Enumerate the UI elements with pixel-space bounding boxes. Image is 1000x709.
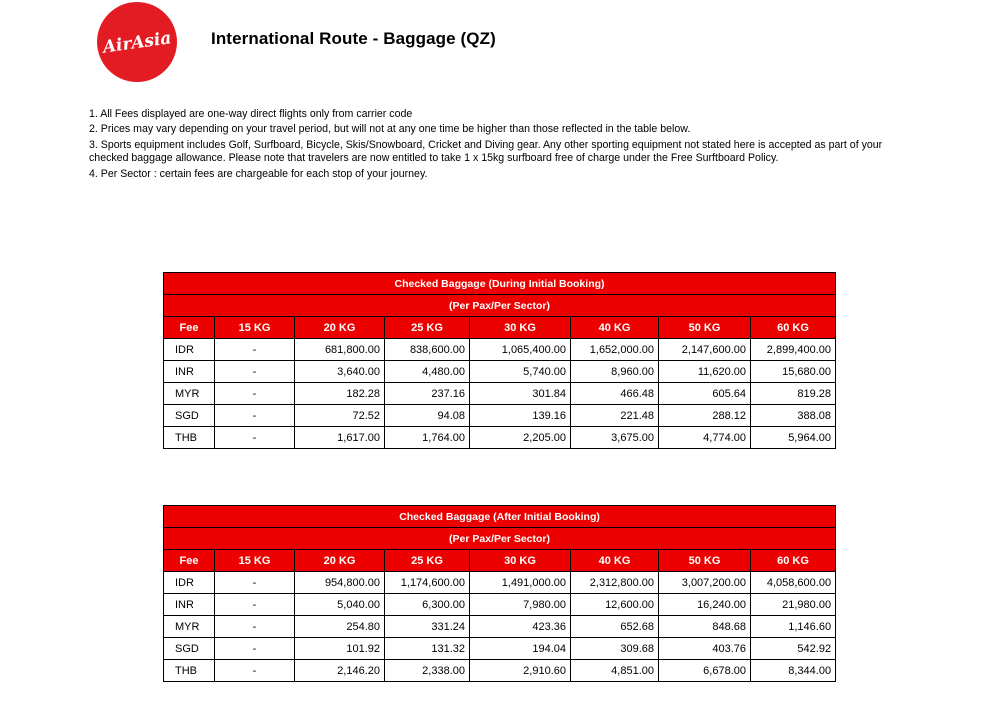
- column-header-20kg: 20 KG: [295, 550, 385, 572]
- fee-cell: 6,300.00: [385, 594, 470, 616]
- fee-cell: 7,980.00: [470, 594, 571, 616]
- fee-cell: 838,600.00: [385, 339, 470, 361]
- fee-cell: 1,065,400.00: [470, 339, 571, 361]
- fee-cell: 237.16: [385, 383, 470, 405]
- airasia-logo: [97, 2, 177, 82]
- table-row: [164, 572, 836, 594]
- column-header-row: [164, 317, 836, 339]
- fee-cell: 2,146.20: [295, 660, 385, 682]
- fee-cell: 254.80: [295, 616, 385, 638]
- fee-cell: 3,640.00: [295, 361, 385, 383]
- fee-cell: 6,678.00: [659, 660, 751, 682]
- fee-cell: 4,058,600.00: [751, 572, 836, 594]
- table-title: Checked Baggage (During Initial Booking): [164, 273, 836, 295]
- note-4: 4. Per Sector : certain fees are chargeable for each stop of your journey.: [89, 167, 428, 180]
- currency-cell: MYR: [164, 616, 215, 638]
- table-row: [164, 638, 836, 660]
- table-subtitle: (Per Pax/Per Sector): [164, 528, 836, 550]
- fee-cell: 2,899,400.00: [751, 339, 836, 361]
- airasia-logo-mark: [97, 2, 177, 82]
- baggage-table-after: [163, 505, 836, 682]
- fee-cell: -: [215, 572, 295, 594]
- fee-cell: 848.68: [659, 616, 751, 638]
- currency-cell: SGD: [164, 638, 215, 660]
- fee-cell: 4,480.00: [385, 361, 470, 383]
- fee-cell: 131.32: [385, 638, 470, 660]
- fee-cell: 819.28: [751, 383, 836, 405]
- fee-cell: -: [215, 405, 295, 427]
- fee-cell: -: [215, 383, 295, 405]
- note-3: 3. Sports equipment includes Golf, Surfboard, Bicycle, Skis/Snowboard, Cricket and Diving gear. Any other sporting equipment not stated here is accepted as part of your checked baggage allowance. Please note that travelers are now entitled to take 1 x 15kg surfboard free of charge under the Free Surftboard Policy.: [89, 138, 883, 165]
- fee-cell: 331.24: [385, 616, 470, 638]
- note-1: 1. All Fees displayed are one-way direct flights only from carrier code: [89, 108, 413, 120]
- fee-cell: 3,675.00: [571, 427, 659, 449]
- fee-cell: 139.16: [470, 405, 571, 427]
- currency-cell: IDR: [164, 572, 215, 594]
- fee-cell: -: [215, 339, 295, 361]
- fee-cell: -: [215, 594, 295, 616]
- column-header-fee: Fee: [164, 317, 215, 339]
- fee-cell: 2,147,600.00: [659, 339, 751, 361]
- fee-cell: 309.68: [571, 638, 659, 660]
- column-header-30kg: 30 KG: [470, 550, 571, 572]
- currency-cell: THB: [164, 660, 215, 682]
- fee-cell: 72.52: [295, 405, 385, 427]
- fee-cell: 5,740.00: [470, 361, 571, 383]
- table-row: [164, 383, 836, 405]
- fee-cell: 1,174,600.00: [385, 572, 470, 594]
- table-row: [164, 339, 836, 361]
- column-header-fee: Fee: [164, 550, 215, 572]
- column-header-40kg: 40 KG: [571, 550, 659, 572]
- table-row: [164, 594, 836, 616]
- fee-cell: 3,007,200.00: [659, 572, 751, 594]
- table-row: [164, 405, 836, 427]
- column-header-25kg: 25 KG: [385, 317, 470, 339]
- currency-cell: SGD: [164, 405, 215, 427]
- column-header-50kg: 50 KG: [659, 550, 751, 572]
- fee-cell: 21,980.00: [751, 594, 836, 616]
- fee-cell: 403.76: [659, 638, 751, 660]
- fee-cell: -: [215, 361, 295, 383]
- fee-cell: 221.48: [571, 405, 659, 427]
- page-title: International Route - Baggage (QZ): [211, 29, 496, 48]
- fee-cell: 288.12: [659, 405, 751, 427]
- fee-cell: 8,960.00: [571, 361, 659, 383]
- fee-cell: 182.28: [295, 383, 385, 405]
- fee-cell: 301.84: [470, 383, 571, 405]
- column-header-60kg: 60 KG: [751, 550, 836, 572]
- fee-cell: 12,600.00: [571, 594, 659, 616]
- notes-list: [89, 108, 909, 183]
- fee-cell: 8,344.00: [751, 660, 836, 682]
- fee-cell: 15,680.00: [751, 361, 836, 383]
- column-header-25kg: 25 KG: [385, 550, 470, 572]
- fee-cell: 1,146.60: [751, 616, 836, 638]
- fee-cell: -: [215, 638, 295, 660]
- fee-cell: 5,040.00: [295, 594, 385, 616]
- table-title: Checked Baggage (After Initial Booking): [164, 506, 836, 528]
- fee-cell: 466.48: [571, 383, 659, 405]
- column-header-50kg: 50 KG: [659, 317, 751, 339]
- column-header-40kg: 40 KG: [571, 317, 659, 339]
- fee-cell: 101.92: [295, 638, 385, 660]
- fee-cell: 1,652,000.00: [571, 339, 659, 361]
- table-row: [164, 361, 836, 383]
- fee-cell: 94.08: [385, 405, 470, 427]
- table-row: [164, 427, 836, 449]
- fee-cell: 2,910.60: [470, 660, 571, 682]
- fee-cell: 16,240.00: [659, 594, 751, 616]
- column-header-15kg: 15 KG: [215, 317, 295, 339]
- fee-cell: 1,491,000.00: [470, 572, 571, 594]
- fee-cell: -: [215, 660, 295, 682]
- fee-cell: 423.36: [470, 616, 571, 638]
- fee-cell: -: [215, 616, 295, 638]
- fee-cell: 681,800.00: [295, 339, 385, 361]
- fee-cell: 605.64: [659, 383, 751, 405]
- fee-cell: 1,617.00: [295, 427, 385, 449]
- fee-cell: 388.08: [751, 405, 836, 427]
- table-row: [164, 660, 836, 682]
- fee-cell: -: [215, 427, 295, 449]
- fee-cell: 2,205.00: [470, 427, 571, 449]
- currency-cell: MYR: [164, 383, 215, 405]
- column-header-row: [164, 550, 836, 572]
- note-2: 2. Prices may vary depending on your travel period, but will not at any one time be higher than those reflected in the table below.: [89, 123, 691, 136]
- fee-cell: 954,800.00: [295, 572, 385, 594]
- fee-cell: 1,764.00: [385, 427, 470, 449]
- currency-cell: INR: [164, 594, 215, 616]
- column-header-60kg: 60 KG: [751, 317, 836, 339]
- fee-cell: 4,851.00: [571, 660, 659, 682]
- logo-wordmark: AirAsia: [101, 28, 173, 58]
- currency-cell: THB: [164, 427, 215, 449]
- column-header-20kg: 20 KG: [295, 317, 385, 339]
- fee-cell: 542.92: [751, 638, 836, 660]
- column-header-30kg: 30 KG: [470, 317, 571, 339]
- currency-cell: IDR: [164, 339, 215, 361]
- fee-cell: 11,620.00: [659, 361, 751, 383]
- table-subtitle: (Per Pax/Per Sector): [164, 295, 836, 317]
- fee-cell: 4,774.00: [659, 427, 751, 449]
- fee-cell: 2,338.00: [385, 660, 470, 682]
- baggage-table-initial: [163, 272, 836, 449]
- fee-cell: 5,964.00: [751, 427, 836, 449]
- fee-cell: 194.04: [470, 638, 571, 660]
- table-row: [164, 616, 836, 638]
- fee-cell: 2,312,800.00: [571, 572, 659, 594]
- currency-cell: INR: [164, 361, 215, 383]
- column-header-15kg: 15 KG: [215, 550, 295, 572]
- fee-cell: 652.68: [571, 616, 659, 638]
